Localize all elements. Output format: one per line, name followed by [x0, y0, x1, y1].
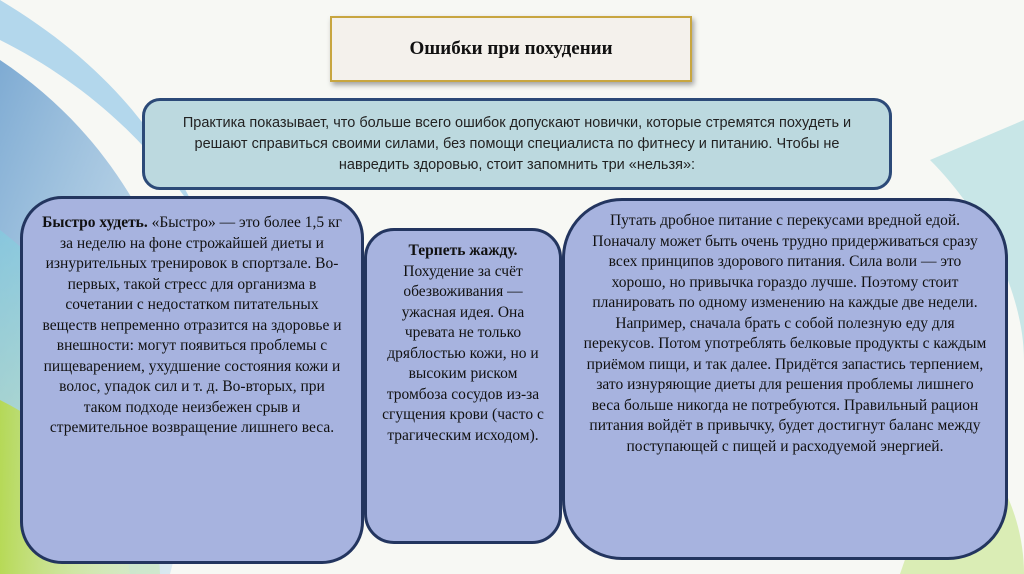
mistake-card-fast-weight-loss	[20, 196, 364, 564]
mistake-card-snacking	[562, 198, 1008, 560]
slide-title: Ошибки при похудении	[330, 16, 692, 82]
card-heading: Терпеть жажду.	[408, 242, 518, 259]
card-heading: Быстро худеть.	[42, 214, 148, 231]
card-text: Путать дробное питание с перекусами вредной едой. Поначалу может быть очень трудно придерживаться сразу всех принципов здорового питания. Сила воли — это хорошо, но привычка гораздо лучше. Поэтому стоит планировать по одному изменению на каждые две недели. Например, сначала брать с собой полезную еду для перекусов. Потом употреблять белковые продукты с каждым приёмом пищи, и так далее. Придётся запастись терпением, зато изнуряющие диеты для решения проблемы лишнего веса больше никогда не потребуются. Правильный рацион питания войдёт в привычку, будет достигнут баланс между поступающей с пищей и расходуемой энергией.	[583, 212, 987, 455]
intro-text-box	[142, 98, 892, 190]
intro-text: Практика показывает, что больше всего ошибок допускают новички, которые стремятся похудеть и решают справиться своими силами, без помощи специалиста по фитнесу и питанию. Чтобы не навредить здоровью, стоит запомнить три «нельзя»:	[182, 114, 852, 173]
card-text: «Быстро» — это более 1,5 кг за неделю на фоне строжайшей диеты и изнурительных тренировок в спортзале. Во-первых, такой стресс для организма в сочетании с недостатком питательных веществ непременно отразится на здоровье и внешности: могут появиться проблемы с пищеварением, ухудшение состояния кожи и волос, упадок сил и т. д. Во-вторых, при таком подходе неизбежен срыв и стремительное возвращение лишнего веса.	[42, 214, 342, 436]
mistake-card-thirst	[364, 228, 562, 544]
card-text: Похудение за счёт обезвоживания — ужасная идея. Она чревата не только дряблостью кожи, но и высоким риском тромбоза сосудов из-за сгущения крови (часто с трагическим исходом).	[382, 262, 544, 444]
